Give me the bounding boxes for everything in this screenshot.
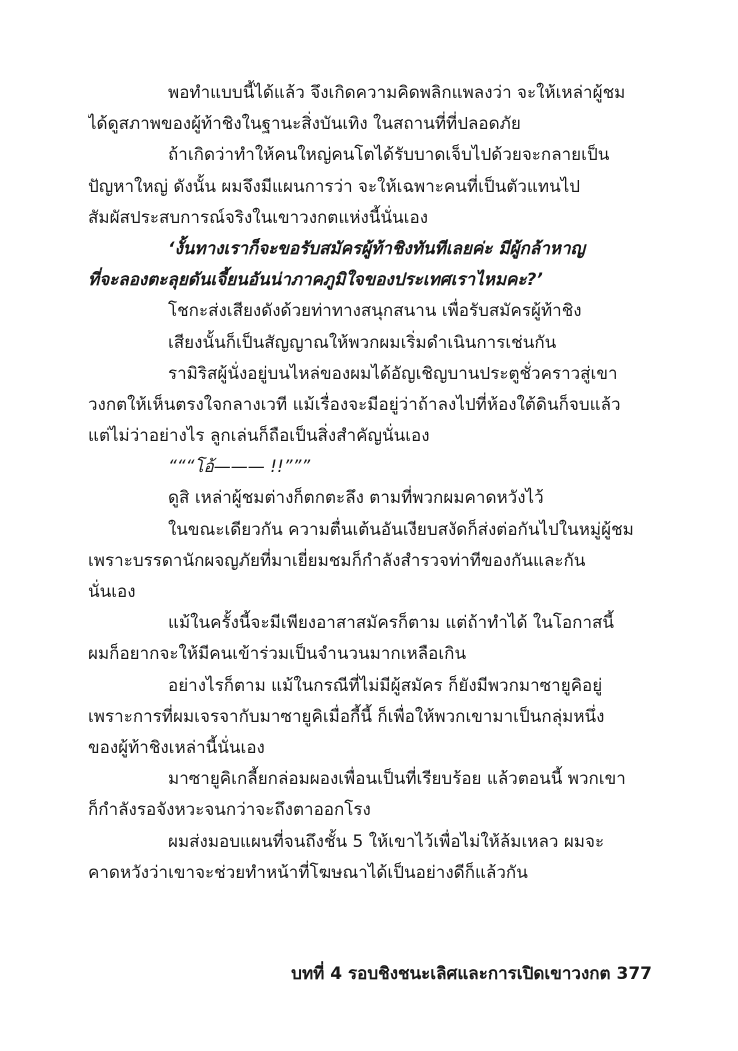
paragraph-line: ถ้าเกิดว่าทำให้คนใหญ่คนโตได้รับบาดเจ็บไปด้วยจะกลายเป็น (168, 145, 610, 166)
paragraph-line: คาดหวังว่าเขาจะช่วยทำหน้าที่โฆษณาได้เป็นอย่างดีก็แล้วกัน (88, 862, 528, 883)
paragraph-line: อย่างไรก็ตาม แม้ในกรณีที่ไม่มีผู้สมัคร ก็ยังมีพวกมาซายูคิอยู่ (168, 675, 603, 696)
page-footer-chapter-and-number: บทที่ 4 รอบชิงชนะเลิศและการเปิดเขาวงกต 377 (291, 964, 652, 984)
paragraph-line: ได้ดูสภาพของผู้ท้าชิงในฐานะสิ่งบันเทิง ในสถานที่ที่ปลอดภัย (88, 114, 521, 135)
paragraph-line: ก็กำลังรอจังหวะจนกว่าจะถึงตาออกโรง (88, 800, 371, 821)
exclamation-line: “““โอ้——— !!””” (168, 457, 311, 478)
paragraph-line: ปัญหาใหญ่ ดังนั้น ผมจึงมีแผนการว่า จะให้เฉพาะคนที่เป็นตัวแทนไป (88, 176, 581, 197)
paragraph-line: เพราะบรรดานักผจญภัยที่มาเยี่ยมชมก็กำลังสำรวจท่าทีของกันและกัน (88, 550, 586, 571)
paragraph-line: โชกะส่งเสียงดังด้วยท่าทางสนุกสนาน เพื่อรับสมัครผู้ท้าชิง (168, 301, 582, 322)
paragraph-line: ในขณะเดียวกัน ความตื่นเต้นอันเงียบสงัดก็ส่งต่อกันไปในหมู่ผู้ชม (168, 519, 634, 540)
paragraph-line: นั่นเอง (88, 582, 136, 602)
paragraph-line: แม้ในครั้งนี้จะมีเพียงอาสาสมัครก็ตาม แต่ถ้าทำได้ ในโอกาสนี้ (168, 613, 615, 634)
paragraph-line: วงกตให้เห็นตรงใจกลางเวที แม้เรื่องจะมีอยู่ว่าถ้าลงไปที่ห้องใต้ดินก็จบแล้ว (88, 394, 621, 415)
paragraph-line: พอทำแบบนี้ได้แล้ว จึงเกิดความคิดพลิกแพลงว่า จะให้เหล่าผู้ชม (168, 83, 626, 103)
paragraph-line: ดูสิ เหล่าผู้ชมต่างก็ตกตะลึง ตามที่พวกผมคาดหวังไว้ (168, 488, 544, 509)
paragraph-line: ของผู้ท้าชิงเหล่านี้นั่นเอง (88, 737, 265, 758)
paragraph-line: แต่ไม่ว่าอย่างไร ลูกเล่นก็ถือเป็นสิ่งสำคัญนั่นเอง (88, 426, 430, 447)
paragraph-line: ผมส่งมอบแผนที่จนถึงชั้น 5 ให้เขาไว้เพื่อไม่ให้ล้มเหลว ผมจะ (168, 831, 605, 852)
book-page-body (88, 78, 656, 889)
dialogue-line: ที่จะลองตะลุยดันเจี้ยนอันน่าภาคภูมิใจของประเทศเราไหมคะ?’ (88, 270, 543, 291)
paragraph-line: รามิริสผู้นั่งอยู่บนไหล่ของผมได้อัญเชิญบานประตูชั่วคราวสู่เขา (168, 363, 618, 384)
paragraph-line: สัมผัสประสบการณ์จริงในเขาวงกตแห่งนี้นั่นเอง (88, 207, 428, 228)
paragraph-line: มาซายูคิเกลี้ยกล่อมผองเพื่อนเป็นที่เรียบร้อย แล้วตอนนี้ พวกเขา (168, 769, 626, 790)
paragraph-line: เสียงนั้นก็เป็นสัญญาณให้พวกผมเริ่มดำเนินการเช่นกัน (168, 332, 557, 353)
paragraph-line: ผมก็อยากจะให้มีคนเข้าร่วมเป็นจำนวนมากเหลือเกิน (88, 644, 467, 665)
paragraph-line: เพราะการที่ผมเจรจากับมาซายูคิเมื่อกี้นี้ ก็เพื่อให้พวกเขามาเป็นกลุ่มหนึ่ง (88, 706, 605, 727)
dialogue-line: ‘งั้นทางเราก็จะขอรับสมัครผู้ท้าชิงทันทีเลยค่ะ มีผู้กล้าหาญ (168, 238, 585, 259)
